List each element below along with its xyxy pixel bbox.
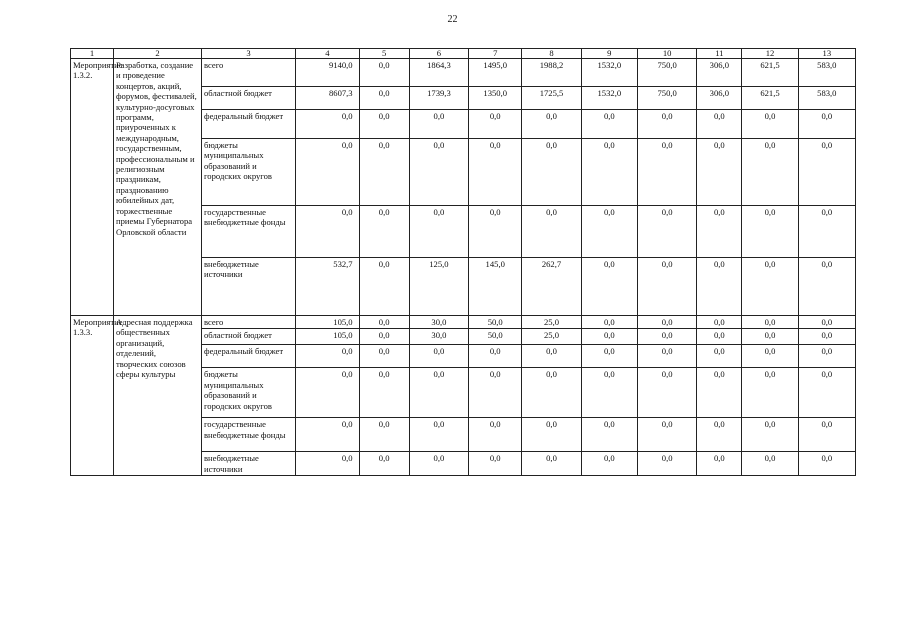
amount-cell: 0,0 [359, 329, 409, 345]
measure-1-3-2 [71, 59, 856, 316]
amount-cell: 0,0 [697, 258, 742, 316]
amount-cell: 0,0 [522, 345, 581, 368]
amount-cell: 750,0 [637, 59, 696, 87]
amount-cell: 0,0 [697, 452, 742, 476]
amount-cell: 0,0 [581, 258, 637, 316]
amount-cell: 0,0 [798, 452, 855, 476]
amount-cell: 0,0 [469, 345, 522, 368]
amount-cell: 0,0 [798, 368, 855, 418]
funding-source: всего [202, 316, 296, 329]
amount-cell: 306,0 [697, 87, 742, 110]
amount-cell: 0,0 [742, 258, 798, 316]
amount-cell: 0,0 [296, 345, 359, 368]
table-row [71, 59, 856, 87]
amount-cell: 145,0 [469, 258, 522, 316]
amount-cell: 0,0 [742, 418, 798, 452]
amount-cell: 1532,0 [581, 59, 637, 87]
amount-cell: 306,0 [697, 59, 742, 87]
amount-cell: 0,0 [581, 139, 637, 206]
table-row [71, 316, 856, 329]
amount-cell: 1988,2 [522, 59, 581, 87]
amount-cell: 0,0 [697, 206, 742, 258]
amount-cell: 0,0 [359, 345, 409, 368]
measure-code: Мероприятие 1.3.2. [71, 59, 114, 316]
amount-cell: 0,0 [637, 258, 696, 316]
amount-cell: 0,0 [409, 110, 468, 139]
amount-cell: 0,0 [581, 206, 637, 258]
column-number: 9 [581, 49, 637, 59]
amount-cell: 0,0 [522, 368, 581, 418]
amount-cell: 583,0 [798, 87, 855, 110]
amount-cell: 0,0 [742, 316, 798, 329]
column-number: 3 [202, 49, 296, 59]
amount-cell: 750,0 [637, 87, 696, 110]
column-number: 11 [697, 49, 742, 59]
amount-cell: 0,0 [637, 368, 696, 418]
amount-cell: 0,0 [742, 329, 798, 345]
amount-cell: 0,0 [296, 368, 359, 418]
amount-cell: 0,0 [296, 452, 359, 476]
amount-cell: 30,0 [409, 329, 468, 345]
amount-cell: 0,0 [798, 258, 855, 316]
funding-source: государственные внебюджетные фонды [202, 418, 296, 452]
column-number: 4 [296, 49, 359, 59]
amount-cell: 0,0 [359, 316, 409, 329]
funding-source: государственные внебюджетные фонды [202, 206, 296, 258]
amount-cell: 0,0 [697, 418, 742, 452]
amount-cell: 0,0 [742, 110, 798, 139]
amount-cell: 0,0 [581, 110, 637, 139]
budget-table [70, 48, 856, 476]
column-number: 8 [522, 49, 581, 59]
amount-cell: 0,0 [798, 110, 855, 139]
amount-cell: 105,0 [296, 316, 359, 329]
amount-cell: 0,0 [637, 110, 696, 139]
funding-source: бюджеты муниципальных образований и городских округов [202, 139, 296, 206]
amount-cell: 9140,0 [296, 59, 359, 87]
measure-description: Разработка, создание и проведение концертов, акций, форумов, фестивалей, культурно-досуговых программ, приуроченных к международным, государственным, профессиональным и религиозным праздникам, празднованию юбилейных дат, торжественные приемы Губернатора Орловской области [113, 59, 201, 316]
amount-cell: 125,0 [409, 258, 468, 316]
funding-source: областной бюджет [202, 329, 296, 345]
column-number: 7 [469, 49, 522, 59]
column-number: 1 [71, 49, 114, 59]
amount-cell: 0,0 [798, 418, 855, 452]
amount-cell: 532,7 [296, 258, 359, 316]
amount-cell: 0,0 [409, 452, 468, 476]
funding-source: внебюджетные источники [202, 452, 296, 476]
amount-cell: 0,0 [359, 59, 409, 87]
amount-cell: 0,0 [581, 316, 637, 329]
amount-cell: 0,0 [469, 206, 522, 258]
column-number: 6 [409, 49, 468, 59]
amount-cell: 0,0 [637, 345, 696, 368]
amount-cell: 0,0 [697, 316, 742, 329]
amount-cell: 8607,3 [296, 87, 359, 110]
amount-cell: 0,0 [697, 368, 742, 418]
amount-cell: 0,0 [469, 139, 522, 206]
column-number-row [71, 49, 856, 59]
amount-cell: 0,0 [409, 368, 468, 418]
amount-cell: 0,0 [798, 139, 855, 206]
amount-cell: 0,0 [296, 206, 359, 258]
measure-description: Адресная поддержка общественных организаций, отделений, творческих союзов сферы культуры [113, 316, 201, 476]
amount-cell: 0,0 [742, 368, 798, 418]
amount-cell: 0,0 [359, 139, 409, 206]
amount-cell: 0,0 [469, 368, 522, 418]
amount-cell: 0,0 [296, 418, 359, 452]
amount-cell: 262,7 [522, 258, 581, 316]
amount-cell: 583,0 [798, 59, 855, 87]
page-number: 22 [447, 14, 458, 25]
funding-source: бюджеты муниципальных образований и городских округов [202, 368, 296, 418]
column-number: 13 [798, 49, 855, 59]
amount-cell: 0,0 [581, 345, 637, 368]
amount-cell: 0,0 [637, 316, 696, 329]
amount-cell: 1739,3 [409, 87, 468, 110]
amount-cell: 621,5 [742, 87, 798, 110]
amount-cell: 50,0 [469, 329, 522, 345]
amount-cell: 0,0 [697, 329, 742, 345]
amount-cell: 25,0 [522, 329, 581, 345]
amount-cell: 0,0 [798, 345, 855, 368]
amount-cell: 0,0 [359, 418, 409, 452]
amount-cell: 0,0 [359, 206, 409, 258]
amount-cell: 0,0 [581, 452, 637, 476]
measure-code: Мероприятие 1.3.3. [71, 316, 114, 476]
funding-source: федеральный бюджет [202, 345, 296, 368]
column-number: 12 [742, 49, 798, 59]
funding-source: всего [202, 59, 296, 87]
amount-cell: 0,0 [522, 110, 581, 139]
column-number: 10 [637, 49, 696, 59]
amount-cell: 0,0 [697, 345, 742, 368]
amount-cell: 0,0 [798, 206, 855, 258]
amount-cell: 0,0 [469, 418, 522, 452]
amount-cell: 0,0 [359, 368, 409, 418]
amount-cell: 0,0 [581, 418, 637, 452]
amount-cell: 621,5 [742, 59, 798, 87]
amount-cell: 0,0 [637, 452, 696, 476]
amount-cell: 0,0 [409, 139, 468, 206]
amount-cell: 0,0 [798, 329, 855, 345]
amount-cell: 0,0 [742, 452, 798, 476]
amount-cell: 0,0 [522, 139, 581, 206]
amount-cell: 0,0 [522, 206, 581, 258]
amount-cell: 0,0 [522, 418, 581, 452]
amount-cell: 1725,5 [522, 87, 581, 110]
amount-cell: 0,0 [409, 418, 468, 452]
amount-cell: 0,0 [637, 329, 696, 345]
amount-cell: 0,0 [522, 452, 581, 476]
amount-cell: 0,0 [742, 206, 798, 258]
column-number: 2 [113, 49, 201, 59]
amount-cell: 0,0 [359, 87, 409, 110]
amount-cell: 1495,0 [469, 59, 522, 87]
amount-cell: 50,0 [469, 316, 522, 329]
amount-cell: 1864,3 [409, 59, 468, 87]
measure-1-3-3 [71, 316, 856, 476]
amount-cell: 0,0 [637, 139, 696, 206]
amount-cell: 0,0 [798, 316, 855, 329]
amount-cell: 0,0 [296, 139, 359, 206]
amount-cell: 0,0 [359, 258, 409, 316]
amount-cell: 0,0 [469, 452, 522, 476]
amount-cell: 105,0 [296, 329, 359, 345]
amount-cell: 0,0 [697, 110, 742, 139]
amount-cell: 0,0 [742, 345, 798, 368]
amount-cell: 0,0 [296, 110, 359, 139]
amount-cell: 0,0 [697, 139, 742, 206]
amount-cell: 1532,0 [581, 87, 637, 110]
amount-cell: 0,0 [637, 206, 696, 258]
amount-cell: 0,0 [409, 345, 468, 368]
amount-cell: 25,0 [522, 316, 581, 329]
funding-source: областной бюджет [202, 87, 296, 110]
amount-cell: 1350,0 [469, 87, 522, 110]
amount-cell: 0,0 [742, 139, 798, 206]
amount-cell: 0,0 [409, 206, 468, 258]
funding-source: федеральный бюджет [202, 110, 296, 139]
amount-cell: 0,0 [359, 110, 409, 139]
amount-cell: 0,0 [581, 329, 637, 345]
amount-cell: 0,0 [637, 418, 696, 452]
amount-cell: 0,0 [581, 368, 637, 418]
amount-cell: 0,0 [469, 110, 522, 139]
funding-source: внебюджетные источники [202, 258, 296, 316]
amount-cell: 30,0 [409, 316, 468, 329]
column-number: 5 [359, 49, 409, 59]
amount-cell: 0,0 [359, 452, 409, 476]
